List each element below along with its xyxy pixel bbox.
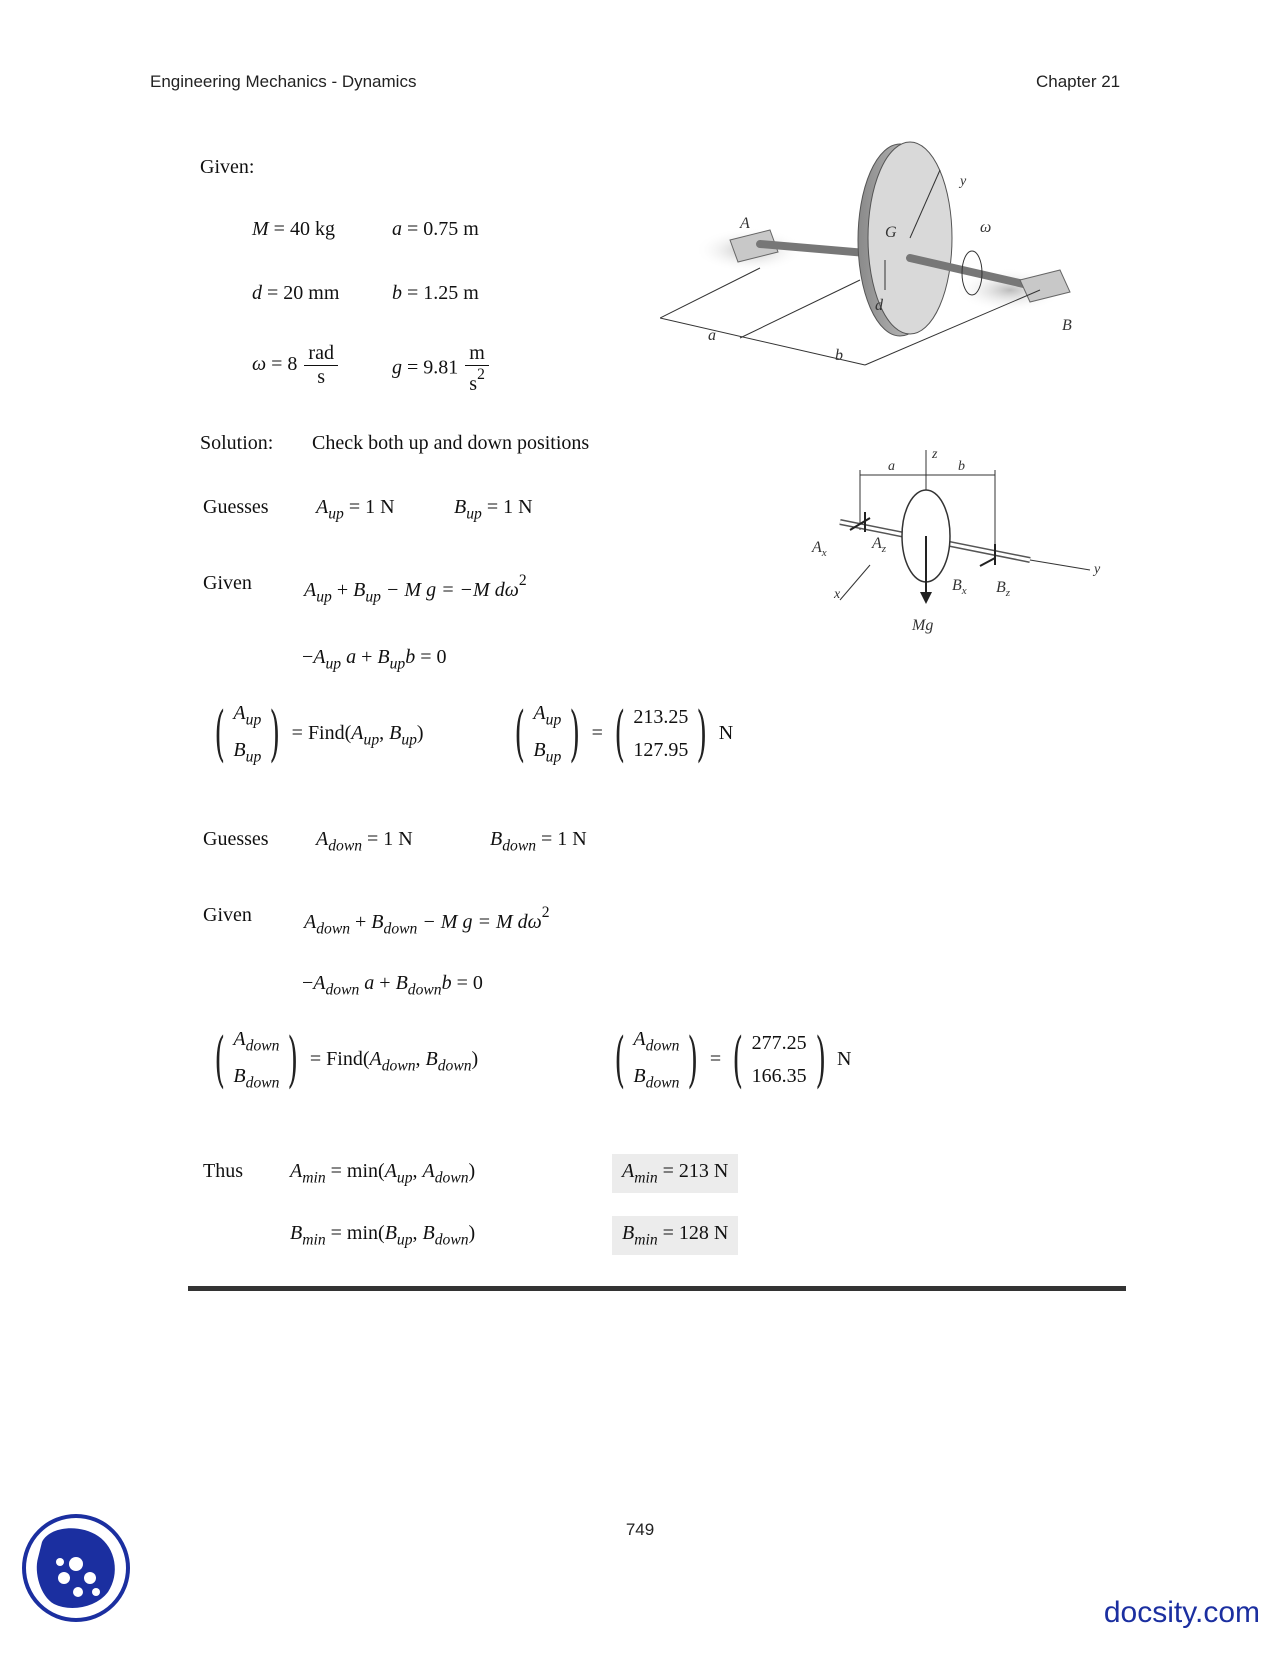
- header-chapter: Chapter 21: [1036, 72, 1121, 91]
- given-omega: ω = 8 $\frac{\text{rad}}{s}$: [252, 342, 340, 389]
- fig2-label-Bx: $B_x$: [952, 577, 967, 597]
- guess-A-up: $A_{up} = 1$ N: [316, 496, 395, 523]
- given-b: b = 1.25 m: [392, 282, 479, 304]
- flywheel-shaft-figure: [660, 140, 1100, 390]
- given-label-up: Given: [203, 572, 252, 594]
- fig2-label-Ax: $A_x$: [812, 539, 827, 559]
- section-divider: [188, 1286, 1126, 1291]
- fig2-label-Bz: $B_z$: [996, 579, 1011, 599]
- B-min-result: $B_{min} = 128$ N: [612, 1216, 738, 1255]
- result-A-down: 277.25: [751, 1032, 807, 1055]
- fig1-label-a: a: [708, 327, 716, 344]
- B-min-definition: $B_{min} = \min(B_{up}$, $B_{down}$): [290, 1222, 476, 1249]
- fig2-label-a: a: [888, 459, 895, 474]
- find-down: ( $A_{down}$ $B_{down}$ ) = $Find(A_{down}$, $B_{down}$): [214, 1025, 479, 1096]
- fig1-label-d: d: [875, 297, 883, 314]
- guesses-label-up: Guesses: [203, 496, 269, 518]
- fig1-label-r: y: [960, 174, 967, 189]
- free-body-diagram: [790, 440, 1120, 640]
- solution-label: Solution:: [200, 432, 274, 454]
- A-min-definition: $A_{min} = \min(A_{up}$, $A_{down}$): [290, 1160, 476, 1187]
- brand-link[interactable]: docsity.com: [1103, 1596, 1260, 1629]
- docsity-logo-icon[interactable]: [20, 1512, 132, 1624]
- fig1-label-B: B: [1062, 317, 1072, 334]
- find-up: ( $A_{up}$ $B_{up}$ ) = $Find(A_{up}$, $B_{up}$): [214, 699, 424, 770]
- result-up: ( $A_{up}$ $B_{up}$ ) = ( 213.25 127.95 ) N: [514, 699, 734, 770]
- guess-B-up: $B_{up} = 1$ N: [454, 496, 533, 523]
- solution-text: Check both up and down positions: [312, 432, 590, 454]
- fig2-label-y: y: [1094, 562, 1101, 577]
- result-down: ( $A_{down}$ $B_{down}$ ) = ( 277.25 166.35 ) N: [614, 1025, 852, 1096]
- fig1-label-G: G: [885, 224, 897, 241]
- guess-A-down: $A_{down} = 1$ N: [316, 828, 413, 855]
- given-mass: M = 40 kg: [252, 218, 335, 240]
- A-min-result: $A_{min} = 213$ N: [612, 1154, 738, 1193]
- given-label: Given:: [200, 156, 255, 178]
- equation-2-up: $-A_{up}$ $a + B_{up}b = 0$: [302, 646, 447, 673]
- header-title: Engineering Mechanics - Dynamics: [150, 72, 417, 91]
- fig2-label-b: b: [958, 459, 965, 474]
- given-d: d = 20 mm: [252, 282, 340, 304]
- result-B-up: 127.95: [633, 739, 689, 762]
- fig2-label-z: z: [932, 447, 938, 462]
- given-label-down: Given: [203, 904, 252, 926]
- equation-1-up: $A_{up} + B_{up} - M$ g = −M $d\omega^2$: [304, 572, 527, 606]
- equation-2-down: $-A_{down}$ $a + B_{down}b = 0$: [302, 972, 483, 999]
- fig2-label-Az: $A_z$: [872, 535, 887, 555]
- guesses-label-down: Guesses: [203, 828, 269, 850]
- guess-B-down: $B_{down} = 1$ N: [490, 828, 587, 855]
- fig2-label-x: x: [834, 587, 841, 602]
- equation-1-down: $A_{down} + B_{down} - M$ g = M $d\omega^2$: [304, 904, 550, 938]
- given-a: a = 0.75 m: [392, 218, 479, 240]
- fig1-label-omega: ω: [980, 219, 992, 236]
- page-number: 749: [625, 1520, 655, 1539]
- fig2-label-Mg: Mg: [912, 617, 934, 634]
- result-B-down: 166.35: [751, 1065, 807, 1088]
- fig1-label-b: b: [835, 347, 843, 364]
- thus-label: Thus: [203, 1160, 243, 1182]
- result-A-up: 213.25: [633, 706, 689, 729]
- fig1-label-A: A: [740, 215, 750, 232]
- given-g: g = 9.81 $\frac{m}{s^2}$: [392, 342, 491, 396]
